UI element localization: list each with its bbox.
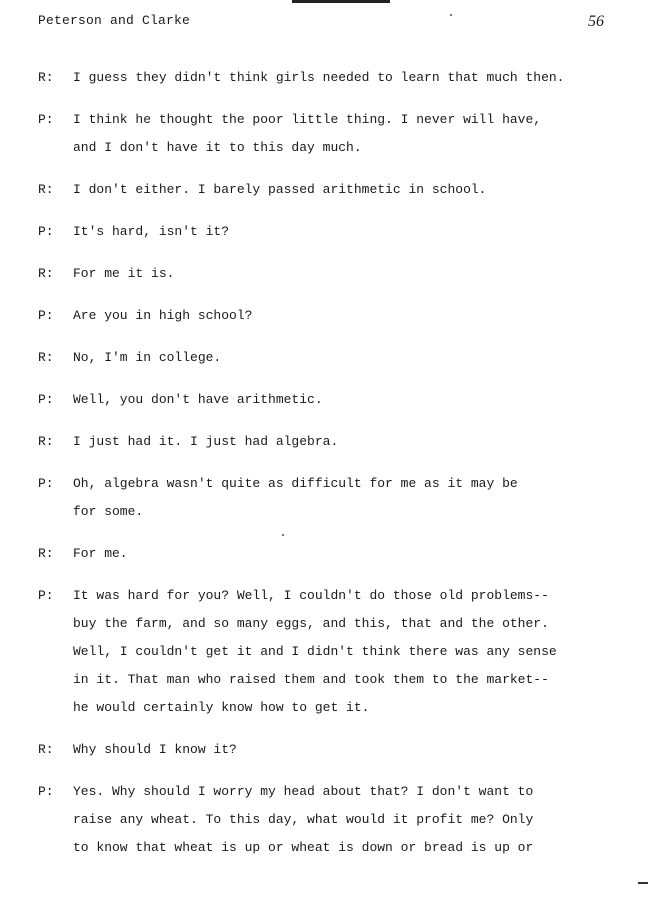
utterance-line: I just had it. I just had algebra. <box>73 434 339 449</box>
speaker-label: P: <box>38 476 54 491</box>
utterance <box>73 260 174 288</box>
speaker-label: P: <box>38 308 54 323</box>
utterance-line: and I don't have it to this day much. <box>73 140 362 155</box>
speaker-label: R: <box>38 434 54 449</box>
utterance <box>73 344 221 372</box>
utterance <box>73 736 237 764</box>
utterance-line: to know that wheat is up or wheat is down or bread is up or <box>73 840 534 855</box>
top-rule <box>292 0 390 3</box>
speaker-label: R: <box>38 546 54 561</box>
utterance <box>73 582 557 722</box>
utterance-line: Yes. Why should I worry my head about that? I don't want to <box>73 784 534 799</box>
utterance-line: in it. That man who raised them and took them to the market-- <box>73 672 549 687</box>
scan-speck <box>282 534 284 536</box>
utterance <box>73 106 541 162</box>
utterance-line: For me. <box>73 546 128 561</box>
utterance-line: I think he thought the poor little thing. I never will have, <box>73 112 542 127</box>
utterance <box>73 540 128 568</box>
speaker-label: R: <box>38 742 54 757</box>
utterance <box>73 218 229 246</box>
utterance-line: raise any wheat. To this day, what would it profit me? Only <box>73 812 534 827</box>
utterance-line: Oh, algebra wasn't quite as difficult for me as it may be <box>73 476 518 491</box>
scan-speck <box>450 14 452 16</box>
speaker-label: P: <box>38 588 54 603</box>
utterance-line: Well, I couldn't get it and I didn't think there was any sense <box>73 644 557 659</box>
speaker-label: P: <box>38 224 54 239</box>
utterance-line: It was hard for you? Well, I couldn't do those old problems-- <box>73 588 549 603</box>
utterance-line: No, I'm in college. <box>73 350 222 365</box>
utterance <box>73 778 533 862</box>
utterance <box>73 386 323 414</box>
speaker-label: P: <box>38 112 54 127</box>
speaker-label: P: <box>38 784 54 799</box>
speaker-label: R: <box>38 70 54 85</box>
utterance <box>73 428 338 456</box>
speaker-label: R: <box>38 350 54 365</box>
utterance-line: Are you in high school? <box>73 308 253 323</box>
page-header-title: Peterson and Clarke <box>38 13 191 28</box>
scan-mark <box>638 882 648 884</box>
utterance <box>73 470 518 526</box>
utterance-line: he would certainly know how to get it. <box>73 700 370 715</box>
page-number: 56 <box>588 13 604 30</box>
utterance-line: It's hard, isn't it? <box>73 224 230 239</box>
utterance <box>73 64 564 92</box>
speaker-label: P: <box>38 392 54 407</box>
utterance-line: I don't either. I barely passed arithmetic in school. <box>73 182 487 197</box>
speaker-label: R: <box>38 182 54 197</box>
utterance-line: For me it is. <box>73 266 175 281</box>
utterance-line: for some. <box>73 504 144 519</box>
utterance <box>73 176 486 204</box>
speaker-label: R: <box>38 266 54 281</box>
utterance-line: Well, you don't have arithmetic. <box>73 392 323 407</box>
utterance-line: Why should I know it? <box>73 742 237 757</box>
utterance-line: I guess they didn't think girls needed to learn that much then. <box>73 70 565 85</box>
utterance <box>73 302 252 330</box>
utterance-line: buy the farm, and so many eggs, and this, that and the other. <box>73 616 549 631</box>
